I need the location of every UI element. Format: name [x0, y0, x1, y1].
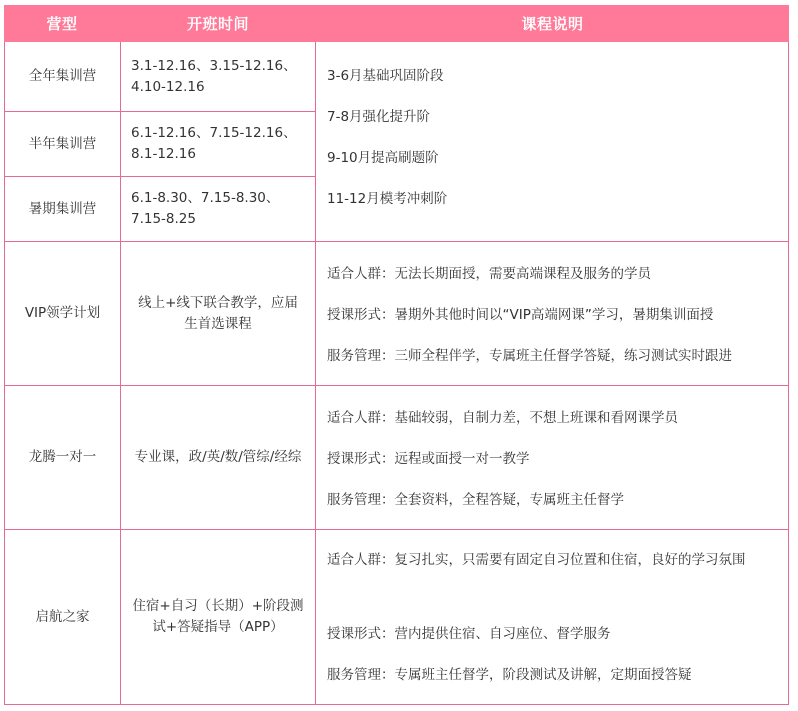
course-table: [4, 5, 789, 705]
camp-time-home: 住宿+自习（长期）+阶段测试+答疑指导（APP）: [132, 598, 304, 635]
desc-line: 适合人群：无法长期面授，需要高端课程及服务的学员: [327, 266, 651, 282]
desc-line: 授课形式：暑期外其他时间以“VIP高端网课”学习，暑期集训面授: [327, 307, 714, 323]
camp-time-one-on-one: 专业课，政/英/数/管综/经综: [134, 449, 302, 465]
one-on-one-description: [316, 386, 788, 529]
camp-name-vip: VIP领学计划: [24, 305, 101, 321]
camp-name-home: 启航之家: [35, 608, 90, 625]
border-bottom: [4, 704, 789, 705]
home-description: [316, 530, 788, 704]
vip-description: [316, 242, 788, 385]
desc-line: 7-8月强化提升阶: [327, 109, 431, 125]
border-right: [788, 42, 789, 705]
camp-time-full-year: 3.1-12.16、3.15-12.16、4.10-12.16: [131, 57, 297, 95]
desc-line: 11-12月模考冲刺阶: [327, 191, 448, 207]
camp-name-summer: 暑期集训营: [28, 200, 97, 217]
desc-line: 服务管理：全套资料，全程答疑，专属班主任督学: [327, 492, 624, 508]
camp-time-summer: 6.1-8.30、7.15-8.30、7.15-8.25: [131, 190, 280, 227]
desc-line: 适合人群：复习扎实，只需要有固定自习位置和住宿，良好的学习氛围: [327, 552, 746, 568]
border-col1: [120, 42, 121, 705]
desc-line: 3-6月基础巩固阶段: [327, 68, 444, 84]
camp-name-half-year: 半年集训营: [28, 135, 97, 152]
camp-time-half-year: 6.1-12.16、7.15-12.16、8.1-12.16: [131, 125, 297, 162]
desc-line: 服务管理：三师全程伴学，专属班主任督学答疑，练习测试实时跟进: [327, 348, 732, 364]
desc-line: 授课形式：远程或面授一对一教学: [327, 451, 530, 467]
header-type: 营型: [46, 15, 78, 33]
desc-line: 服务管理：专属班主任督学，阶段测试及讲解，定期面授答疑: [327, 667, 692, 683]
group1-description: [316, 42, 788, 241]
camp-name-full-year: 全年集训营: [28, 68, 97, 84]
header-desc: 课程说明: [521, 15, 584, 33]
desc-line: 适合人群：基础较弱，自制力差，不想上班课和看网课学员: [327, 410, 678, 426]
header-time: 开班时间: [186, 15, 249, 33]
camp-time-vip: 线上+线下联合教学，应届生首选课程: [138, 294, 298, 332]
camp-name-one-on-one: 龙腾一对一: [28, 449, 97, 465]
desc-line: 授课形式：营内提供住宿、自习座位、督学服务: [327, 626, 611, 642]
desc-line: 9-10月提高刷题阶: [327, 150, 439, 166]
